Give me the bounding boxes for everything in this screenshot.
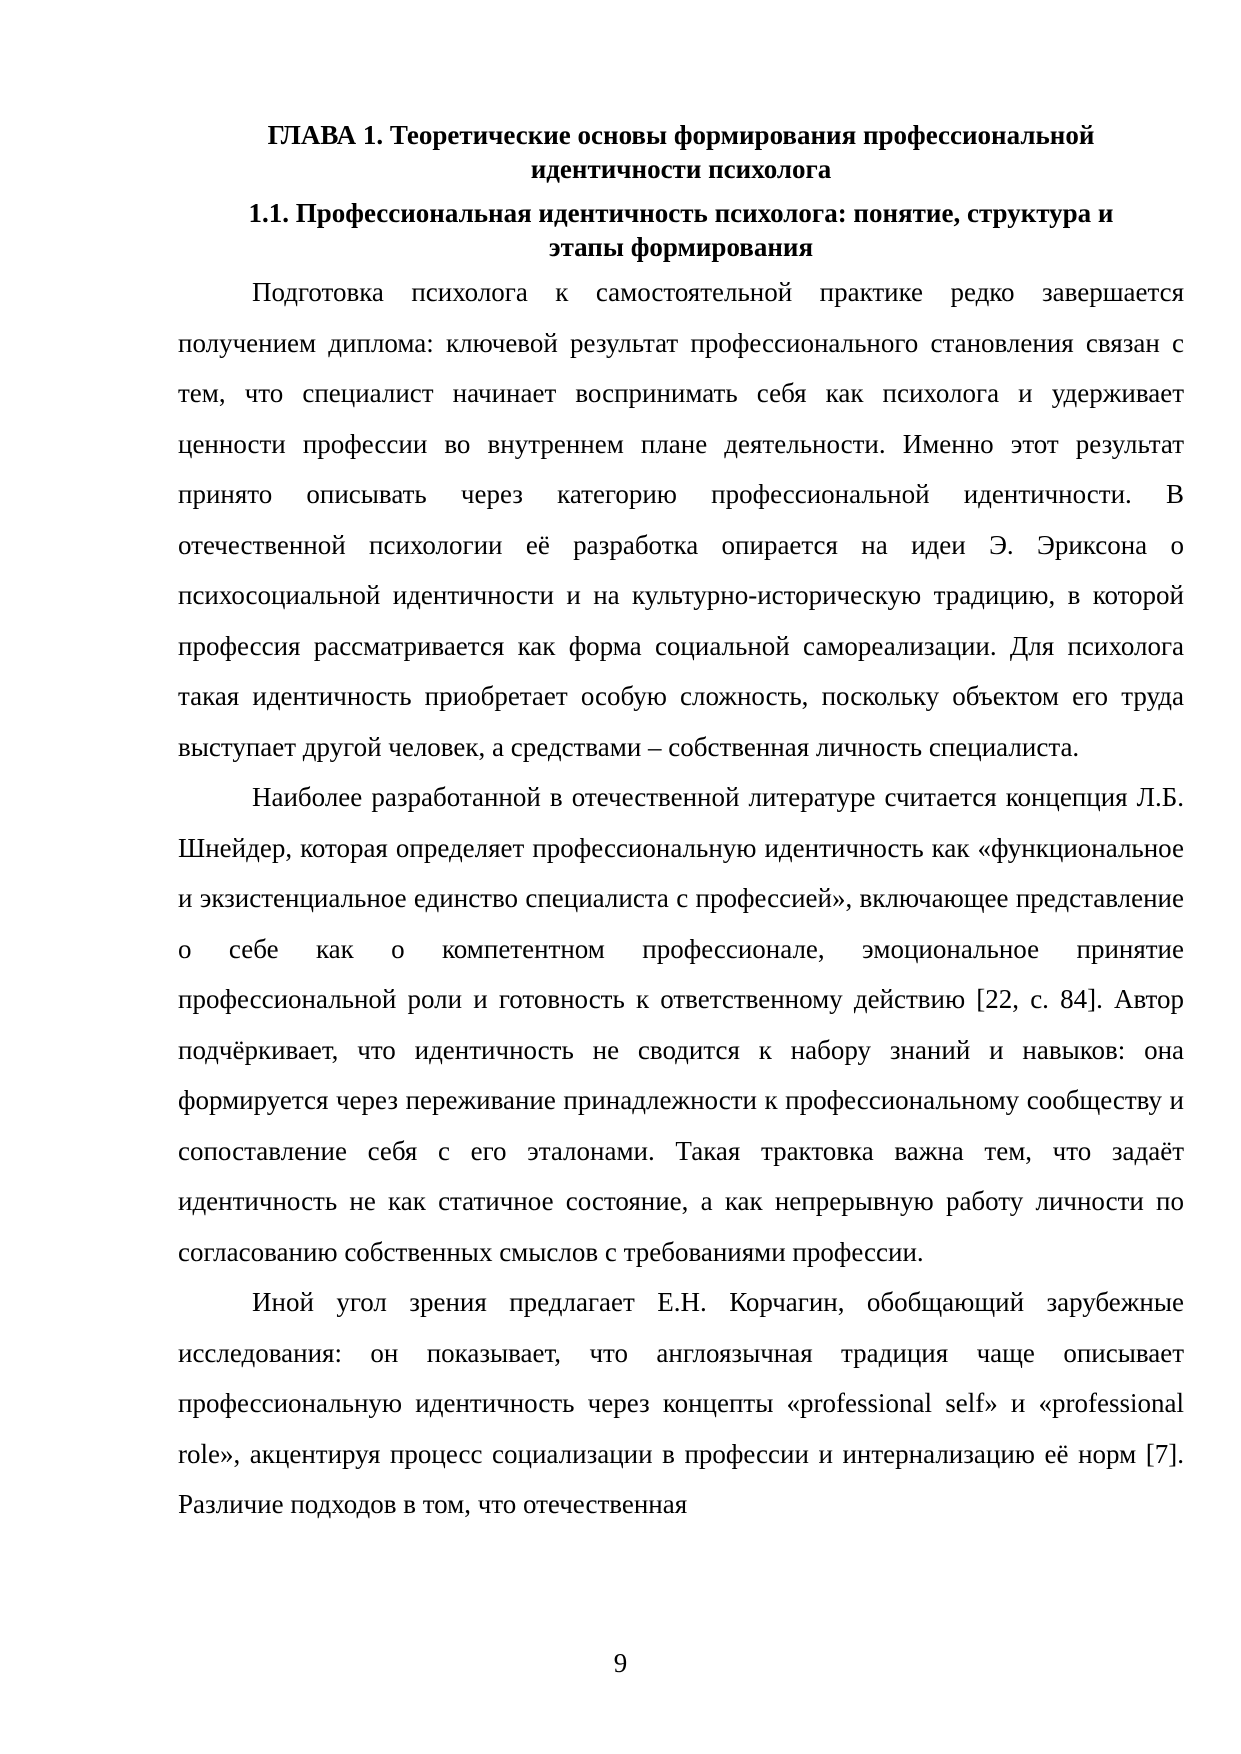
body-paragraph-1: Подготовка психолога к самостоятельной практике редко завершается получением диплома: ключевой результат профессионального становления связан с тем, что специалист начинает воспринимать себя как психолога и удерживает ценности профессии во внутреннем плане деятельности. Именно этот результат принято описывать через категорию профессиональной идентичности. В отечественной психологии её разработка опирается на идеи Э. Эриксона о психосоциальной идентичности и на культурно-историческую традицию, в которой профессия рассматривается как форма социальной самореализации. Для психолога такая идентичность приобретает особую сложность, поскольку объектом его труда выступает другой человек, а средствами – собственная личность специалиста. (178, 277, 1184, 762)
chapter-title-line-2: идентичности психолога (530, 154, 832, 184)
page-content (178, 118, 1184, 1530)
section-title-line-1: 1.1. Профессиональная идентичность психолога: понятие, структура и (248, 198, 1114, 228)
page-number: 9 (613, 1648, 628, 1678)
body-paragraph-2: Наиболее разработанной в отечественной литературе считается концепция Л.Б. Шнейдер, которая определяет профессиональную идентичность как «функциональное и экзистенциальное единство специалиста с профессией», включающее представление о себе как о компетентном профессионале, эмоциональное принятие профессиональной роли и готовность к ответственному действию [22, с. 84]. Автор подчёркивает, что идентичность не сводится к набору знаний и навыков: она формируется через переживание принадлежности к профессиональному сообществу и сопоставление себя с его эталонами. Такая трактовка важна тем, что задаёт идентичность не как статичное состояние, а как непрерывную работу личности по согласованию собственных смыслов с требованиями профессии. (178, 782, 1184, 1267)
chapter-title-line-1: ГЛАВА 1. Теоретические основы формирования профессиональной (267, 120, 1095, 150)
body-paragraph-3: Иной угол зрения предлагает Е.Н. Корчагин, обобщающий зарубежные исследования: он показывает, что англоязычная традиция чаще описывает профессиональную идентичность через концепты «professional self» и «professional role», акцентируя процесс социализации в профессии и интернализацию её норм [7]. Различие подходов в том, что отечественная (178, 1287, 1184, 1519)
section-title-line-2: этапы формирования (548, 232, 814, 262)
section-title (178, 196, 1184, 264)
chapter-title (178, 118, 1184, 186)
